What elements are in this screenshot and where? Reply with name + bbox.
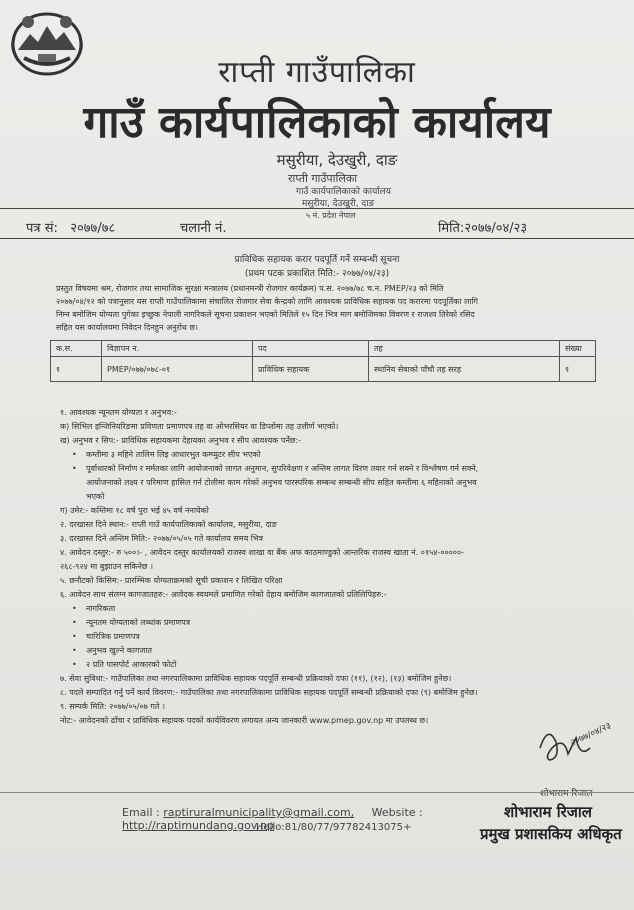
municipality-name: राप्ती गाउँपालिका <box>218 55 416 90</box>
footer-divider <box>0 792 634 793</box>
office-address: मसुरीया, देउखुरी, दाङ <box>276 151 398 169</box>
office-name: गाउँ कार्यपालिकाको कार्यालय <box>83 97 551 148</box>
office-stamp <box>282 168 392 228</box>
footer-contact: Email : raptiruralmunicipality@gmail.com, Website : http://raptimundang.gov.np <box>122 806 423 832</box>
col-level: तह <box>369 341 560 357</box>
notice-title: प्राविधिक सहायक करार पदपूर्ति गर्ने सम्बन्धी सूचना <box>234 255 400 265</box>
list-item: • २ प्रति पासपोर्ट आकारको फोटो <box>72 660 177 669</box>
list-item: • कम्तीमा ३ महिने तालिम लिइ आधारभुत कम्प्युटर सीप भएको <box>72 450 261 459</box>
stamp-line-4: ५ नं. प्रदेश नेपाल <box>306 211 356 220</box>
list-item: • पूर्वाधारको निर्माण र मर्मतका लागि आयोजनाको लागत अनुमान, सुपरिवेक्षण र अन्तिम लागत विरण तयार गर्न सक्ने र विश्लेषण गर्न सक्ने, <box>72 464 479 473</box>
website-link[interactable]: http://raptimundang.gov.np <box>122 819 274 832</box>
reference-divider <box>0 238 634 239</box>
vacancy-table <box>50 340 596 382</box>
notice-intro: प्रस्तुत विषयमा श्रम, रोजगार तथा सामाजिक सुरक्षा मन्त्रालय (प्रधानमन्त्री रोजगार कार्यक्रम) प.स. २०७७/७८ च.न. PMEP/२३ को मिति २०७७/०४/१२ को पत्रानुसार यस राप्ती गाउँपालिकामा संचालित रोजगार सेवा केन्द्रको लागि आवश्यक प्राविधिक सहायक पद करारमा पदपूर्तिका लागि निम्न बमोजिम योग्यता पुगेका इच्छुक नेपाली नागरिकले सूचना प्रकाशन भएको मितिले १५ दिन भित्र माग बमोजिमका विवरण र राजश्व तिरेको रसिद सहित यस कार्यालयमा निवेदन दिनहुन अनुरोध छ। <box>56 284 479 332</box>
footer-phone: Hello:81/80/77/97782413075+ <box>256 822 412 833</box>
list-item: • अनुभव खुल्ने कागजात <box>72 646 152 655</box>
list-item: आयोजनाको लक्ष्य र परिमाण हासिल गर्न टोलीमा काम गरेको अनुभव पारस्परिक सम्बन्ध सम्बन्धी सीप सहित कम्तीमा ६ महिनाको अनुभव <box>86 478 477 487</box>
list-item: • न्यूनतम योग्यताको लब्धांक प्रमाणपत्र <box>72 618 191 627</box>
reference-number: पत्र सं: २०७७/७८ <box>26 221 116 236</box>
list-item: ७. सेवा सुविधा:- गाउँपालिका तथा नगरपालिकामा प्राविधिक सहायक पदपूर्ति सम्बन्धी प्रक्रियाको दफा (११), (१२), (१३) बमोजिम हुनेछ। <box>60 674 452 683</box>
signature-icon <box>534 718 614 773</box>
list-item: • चारित्रिक प्रमाणपत्र <box>72 632 140 641</box>
col-count: संख्या <box>560 341 596 357</box>
list-item: ४. आवेदन दस्तुर:- रु ५००।- , आवेदन दस्तुर कार्यालयको राजस्व शाखा वा बैंक अफ काठमाण्डुको आन्तरिक राजस्व खाता नं. ०१५४-०००००- <box>60 548 465 557</box>
list-item: भएको <box>86 492 105 501</box>
col-sn: क.स. <box>51 341 102 357</box>
email-link[interactable]: raptiruralmunicipality@gmail.com, <box>163 806 355 819</box>
vacancy-table-header <box>51 341 596 357</box>
list-item: ग) उमेर:- कम्तिमा १८ वर्ष पुरा भई ४५ वर्ष ननाघेको <box>60 506 209 515</box>
list-item: नोट:- आवेदनको ढाँचा र प्राविधिक सहायक पदको कार्यविवरण लगायत अन्य जानकारी www.pmep.gov.np मा उपलब्ध छ। <box>60 716 429 725</box>
signature-date: २०७७/०४/२३ <box>569 720 613 749</box>
list-item: ८. पदले सम्पादित गर्नु पर्ने कार्य विवरण:- गाउँपालिका तथा नगरपालिकामा प्राविधिक सहायक पदपूर्ति सम्बन्धी प्रक्रियाको दफा (९) बमोजिम हुनेछ। <box>60 688 478 697</box>
stamp-line-3: मसुरीया, देउखुरी, दाङ <box>302 199 375 209</box>
stamp-line-2: गाउँ कार्यपालिकाको कार्यालय <box>296 187 391 197</box>
officer-name: शोभाराम रिजाल <box>504 803 592 821</box>
chalani-number: चलानी नं. <box>180 221 227 236</box>
stamp-line-1: राप्ती गाउँपालिका <box>288 172 358 185</box>
list-item: २. दरखास्त दिने स्थान:- राप्ती गाउँ कार्यपालिकाको कार्यालय, मसुरीया, दाङ <box>60 520 277 529</box>
col-post: पद <box>253 341 369 357</box>
col-ad-no: विज्ञापन न. <box>102 341 253 357</box>
list-item: ३. दरखास्त दिने अन्तिम मिति:- २०७७/०५/०५ गते कार्यालय समय भित्र <box>60 534 263 543</box>
signatory-name: शोभाराम रिजाल <box>540 789 593 799</box>
list-item: २६८-९२४ मा बुझाउन सकिनेछ । <box>60 562 154 571</box>
list-item: ९. सम्पर्क मिति: २०७७/०५/०७ गते । <box>60 702 166 711</box>
list-item: १. आवश्यक न्यूनतम योग्यता र अनुभव:- <box>60 408 177 417</box>
list-item: ख) अनुभव र सिप:- प्राविधिक सहायकमा देहायका अनुभव र सीप आवश्यक पर्नेछ:- <box>60 436 302 445</box>
list-item: • नागरिकता <box>72 604 116 613</box>
letter-date: मिति:२०७७/०४/२३ <box>438 221 528 236</box>
table-row: १ PMEP/०७७/०७८-०१ प्राविधिक सहायक स्थानिय सेवाको पाँचौ तह सरह १ <box>51 357 596 382</box>
list-item: ६. आवेदन साथ संलग्न कागजातहरु:- आवेदक स्वयमले प्रमाणित गरेको देहाय बमोजिम कागजातको प्रतिलिपिहरु:- <box>60 590 387 599</box>
list-item: क) सिभिल इन्जिनियरिङमा प्रविणता प्रमाणपत्र तह वा ओभरसियर वा डिप्लोमा तह उत्तीर्ण भएको। <box>60 422 339 431</box>
officer-title: प्रमुख प्रशासकिय अधिकृत <box>480 825 622 843</box>
requirements-list <box>60 406 600 728</box>
notice-subtitle: (प्रथम पटक प्रकाशित मिति:- २०७७/०४/२३) <box>244 269 390 279</box>
list-item: ५. छनौटको किसिम:- प्रारम्भिक योग्यताक्रमको सूची प्रकाशन र लिखित परिक्षा <box>60 576 283 585</box>
header-divider <box>0 208 634 209</box>
